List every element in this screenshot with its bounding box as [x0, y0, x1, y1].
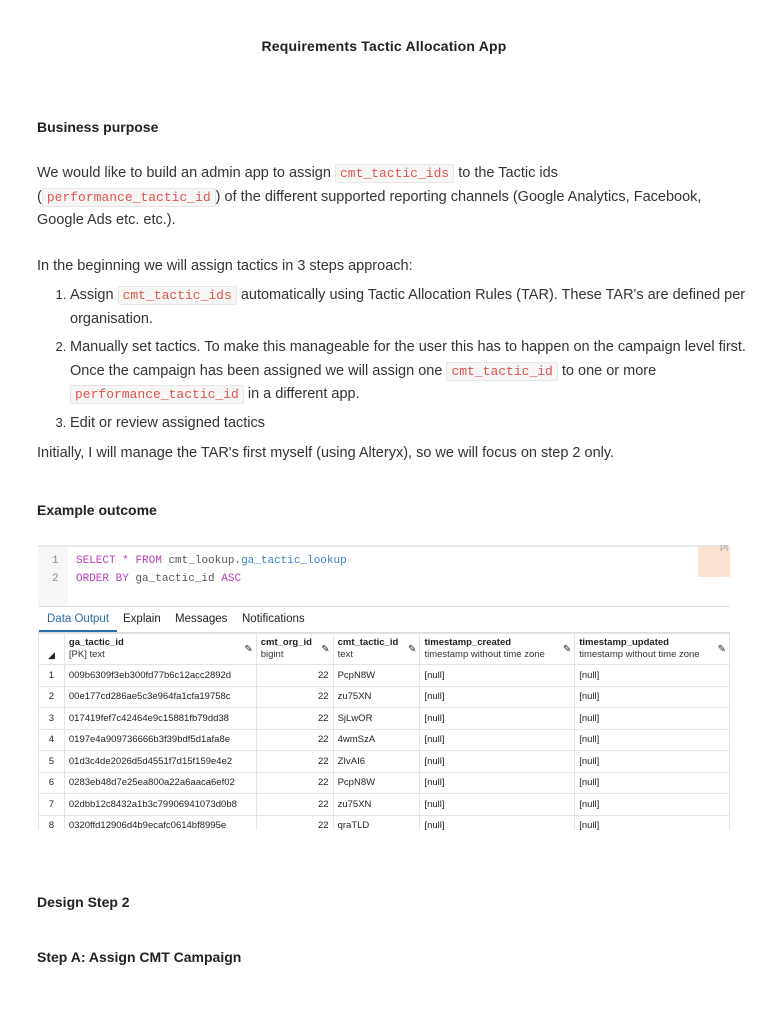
table-cell[interactable]: PcpN8W: [333, 772, 420, 794]
column-header[interactable]: ga_tactic_id [PK] text ✎: [64, 634, 256, 665]
editor-notice: [698, 547, 730, 577]
row-number: 6: [39, 772, 65, 794]
sql-keyword: ASC: [221, 573, 242, 585]
table-cell[interactable]: [null]: [420, 815, 575, 830]
result-grid: [38, 633, 730, 830]
column-header[interactable]: timestamp_updated timestamp without time zone ✎: [575, 634, 730, 665]
sql-keyword: FROM: [135, 555, 162, 567]
intro-text-1: We would like to build an admin app to assign: [37, 165, 331, 181]
table-cell[interactable]: [null]: [575, 815, 730, 830]
tab-explain[interactable]: Explain: [123, 613, 161, 625]
line-number: 1: [52, 555, 59, 567]
approach-paragraph: In the beginning we will assign tactics in 3 steps approach:: [37, 258, 413, 274]
table-cell[interactable]: SjLwOR: [333, 708, 420, 730]
table-cell[interactable]: 0283eb48d7e25ea800a22a6aaca6ef02: [64, 772, 256, 794]
step-1-text-a: Assign: [70, 287, 114, 303]
table-cell[interactable]: 01d3c4de2026d5d4551f7d15f159e4e2: [64, 751, 256, 773]
table-cell[interactable]: [null]: [420, 794, 575, 816]
table-row[interactable]: [39, 729, 730, 751]
sql-schema: cmt_lookup.: [168, 555, 242, 567]
tab-data-output[interactable]: Data Output: [47, 613, 110, 625]
result-tabs: [38, 606, 730, 633]
step-3-text: Edit or review assigned tactics: [70, 414, 266, 431]
table-cell[interactable]: [null]: [420, 708, 575, 730]
query-result-screenshot: [38, 545, 730, 830]
table-cell[interactable]: 017419fef7c42464e9c15881fb79dd38: [64, 708, 256, 730]
sql-line-2: [76, 573, 241, 585]
table-cell[interactable]: 02dbb12c8432a1b3c79906941073d0b8: [64, 794, 256, 816]
table-cell[interactable]: zu75XN: [333, 794, 420, 816]
table-cell[interactable]: 0320ffd12906d4b9ecafc0614bf8995e: [64, 815, 256, 830]
business-purpose-heading: Business purpose: [37, 119, 159, 135]
sql-keyword: ORDER BY: [76, 573, 129, 585]
code-performance-tactic-id: performance_tactic_id: [42, 188, 216, 207]
table-row[interactable]: [39, 686, 730, 708]
tab-messages[interactable]: Messages: [175, 613, 228, 625]
row-number: 2: [39, 686, 65, 708]
table-cell[interactable]: 22: [256, 708, 333, 730]
sql-star: *: [122, 555, 129, 567]
step-1-text-b: automatically using Tactic Allocation Rules (TAR). These TAR's are defined per organisation.: [70, 287, 746, 327]
design-step-heading: Design Step 2: [37, 894, 130, 910]
intro-text-2: to the Tactic ids: [458, 165, 558, 181]
table-row[interactable]: [39, 794, 730, 816]
table-row[interactable]: [39, 815, 730, 830]
table-cell[interactable]: [null]: [575, 686, 730, 708]
table-cell[interactable]: PcpN8W: [333, 665, 420, 687]
sql-keyword: SELECT: [76, 555, 116, 567]
table-cell[interactable]: 22: [256, 665, 333, 687]
step-1: [70, 283, 760, 331]
code-cmt-tactic-ids: cmt_tactic_ids: [335, 164, 454, 183]
table-cell[interactable]: 0197e4a909736666b3f39bdf5d1afa8e: [64, 729, 256, 751]
pencil-icon[interactable]: ✎: [562, 644, 572, 655]
initial-paragraph: Initially, I will manage the TAR's first myself (using Alteryx), so we will focus on step 2 only.: [37, 445, 615, 461]
table-cell[interactable]: 22: [256, 815, 333, 830]
table-row[interactable]: [39, 665, 730, 687]
step-2-code-2: performance_tactic_id: [70, 385, 244, 404]
table-row[interactable]: [39, 751, 730, 773]
step-2: [70, 335, 760, 407]
table-cell[interactable]: 22: [256, 729, 333, 751]
row-number-header: [39, 634, 65, 665]
table-cell[interactable]: [null]: [575, 772, 730, 794]
step-3: [70, 411, 760, 436]
row-number: 1: [39, 665, 65, 687]
step-2-text-c: in a different app.: [247, 386, 360, 402]
steps-list: [37, 283, 760, 439]
row-number: 7: [39, 794, 65, 816]
grid-body: [39, 665, 730, 831]
page-title: Requirements Tactic Allocation App: [261, 38, 507, 54]
step-2-text-b: to one or more: [561, 362, 657, 379]
table-cell[interactable]: 4wmSzA: [333, 729, 420, 751]
column-header[interactable]: cmt_org_id bigint ✎: [256, 634, 333, 665]
step-1-code: cmt_tactic_ids: [118, 286, 237, 305]
sql-editor: [38, 545, 730, 607]
intro-paragraph: [37, 162, 727, 233]
table-row[interactable]: [39, 772, 730, 794]
table-cell[interactable]: [null]: [420, 729, 575, 751]
row-number: 5: [39, 751, 65, 773]
row-number: 4: [39, 729, 65, 751]
intro-text-4: ) of the different supported reporting channels (Google Analytics, Facebook, Google Ads etc. etc.).: [37, 188, 702, 228]
sql-column: ga_tactic_id: [135, 573, 215, 585]
table-cell[interactable]: [null]: [575, 665, 730, 687]
table-cell[interactable]: [null]: [420, 686, 575, 708]
editor-notice-text: Pl: [719, 545, 728, 553]
example-outcome-heading: Example outcome: [37, 502, 157, 518]
column-header[interactable]: cmt_tactic_id text ✎: [333, 634, 420, 665]
table-cell[interactable]: zu75XN: [333, 686, 420, 708]
table-cell[interactable]: 22: [256, 794, 333, 816]
table-cell[interactable]: 009b6309f3eb300fd77b6c12acc2892d: [64, 665, 256, 687]
column-header[interactable]: timestamp_created timestamp without time zone ✎: [420, 634, 575, 665]
table-cell[interactable]: qraTLD: [333, 815, 420, 830]
table-cell[interactable]: 22: [256, 772, 333, 794]
sql-line-1: [76, 555, 347, 567]
intro-text-3: (: [37, 188, 42, 205]
row-number: 8: [39, 815, 65, 830]
step-2-code-1: cmt_tactic_id: [446, 362, 557, 381]
table-cell[interactable]: ZIvAI6: [333, 751, 420, 773]
resize-corner-icon: ◢: [48, 650, 55, 660]
table-cell[interactable]: 00e177cd286ae5c3e964fa1cfa19758c: [64, 686, 256, 708]
table-cell[interactable]: [null]: [575, 751, 730, 773]
sql-table: ga_tactic_lookup: [241, 555, 347, 567]
step-2-text-a: Manually set tactics. To make this manageable for the user this has to happen on the campaign level first. Once the campaign has been assigned we will assign one: [70, 339, 746, 379]
tab-notifications[interactable]: Notifications: [242, 613, 305, 625]
row-number: 3: [39, 708, 65, 730]
pencil-icon[interactable]: ✎: [408, 644, 417, 655]
pencil-icon[interactable]: ✎: [717, 644, 726, 655]
pencil-icon[interactable]: ✎: [321, 644, 330, 655]
table-cell[interactable]: 22: [256, 686, 333, 708]
grid-header-row: [39, 634, 730, 665]
table-cell[interactable]: [null]: [420, 665, 575, 687]
table-cell[interactable]: [null]: [575, 794, 730, 816]
table-row[interactable]: [39, 708, 730, 730]
table-cell[interactable]: [null]: [420, 751, 575, 773]
table-cell[interactable]: [null]: [575, 708, 730, 730]
table-cell[interactable]: [null]: [420, 772, 575, 794]
pencil-icon[interactable]: ✎: [244, 644, 253, 655]
line-number: 2: [52, 573, 59, 585]
table-cell[interactable]: [null]: [575, 729, 730, 751]
table-cell[interactable]: 22: [256, 751, 333, 773]
step-a-heading: Step A: Assign CMT Campaign: [37, 949, 242, 965]
